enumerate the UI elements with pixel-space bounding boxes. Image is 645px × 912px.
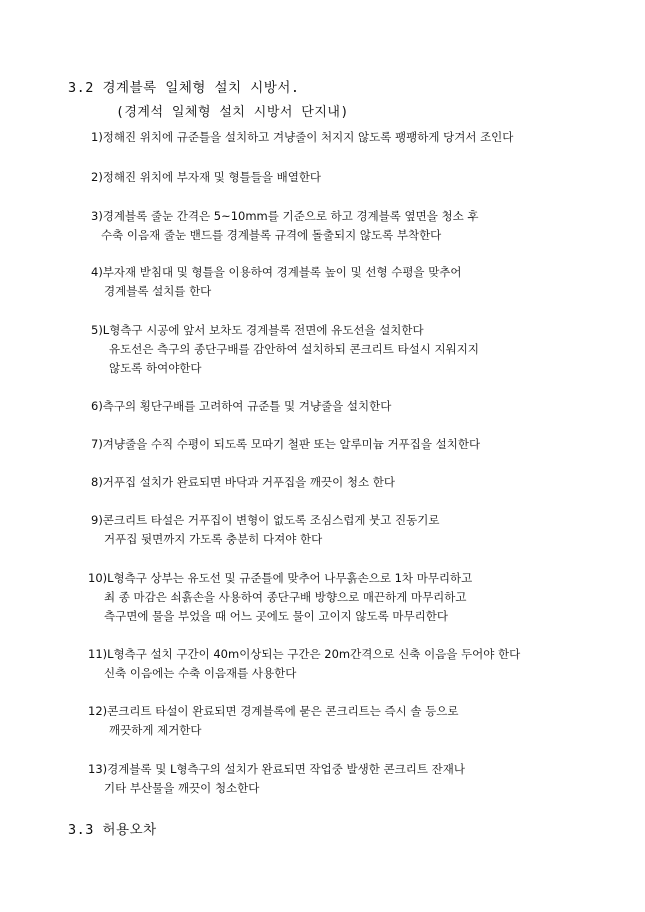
spec-line: 기타 부산물을 깨끗이 청소한다 bbox=[104, 781, 260, 795]
spec-line: 11)L형측구 설치 구간이 40m이상되는 구간은 20m간격으로 신축 이음을 두어야 한다 bbox=[88, 647, 521, 661]
spec-line: 6)측구의 횡단구배를 고려하여 규준틀 및 겨냥줄을 설치한다 bbox=[91, 399, 392, 413]
spec-line: 1)정해진 위치에 규준틀을 설치하고 겨냥줄이 처지지 않도록 팽팽하게 당겨서 조인다 bbox=[91, 130, 514, 144]
spec-line: 측구면에 물을 부었을 때 어느 곳에도 물이 고이지 않도록 마무리한다 bbox=[104, 609, 448, 623]
spec-line: 10)L형측구 상부는 유도선 및 규준틀에 맞추어 나무흙손으로 1차 마무리하고 bbox=[88, 571, 473, 585]
spec-line: 최 종 마감은 쇠흙손을 사용하여 종단구배 방향으로 매끈하게 마무리하고 bbox=[104, 590, 467, 604]
section-3-2-heading: 3.2 경계블록 일체형 설치 시방서. bbox=[68, 80, 300, 96]
spec-line: 않도록 하여야한다 bbox=[109, 361, 202, 375]
section-3-2-subheading: (경계석 일체형 설치 시방서 단지내) bbox=[116, 105, 349, 120]
spec-line: 수축 이음재 줄눈 밴드를 경계블록 규격에 돌출되지 않도록 부착한다 bbox=[101, 228, 442, 242]
spec-line: 5)L형측구 시공에 앞서 보차도 경계블록 전면에 유도선을 설치한다 bbox=[91, 323, 424, 337]
spec-line: 7)겨냥줄을 수직 수평이 되도록 모따기 철판 또는 알루미늄 거푸집을 설치한다 bbox=[91, 437, 481, 451]
spec-line: 깨끗하게 제거한다 bbox=[109, 723, 202, 737]
spec-line: 8)거푸집 설치가 완료되면 바닥과 거푸집을 깨끗이 청소 한다 bbox=[91, 475, 396, 489]
spec-line: 신축 이음에는 수축 이음재를 사용한다 bbox=[104, 666, 297, 680]
spec-line: 유도선은 측구의 종단구배를 감안하여 설치하되 콘크리트 타설시 지워지지 bbox=[109, 342, 479, 356]
spec-line: 3)경계블록 줄눈 간격은 5~10mm를 기준으로 하고 경계블록 옆면을 청소 후 bbox=[91, 209, 479, 223]
spec-line: 경계블록 설치를 한다 bbox=[104, 284, 212, 298]
spec-line: 2)정해진 위치에 부자재 및 형틀들을 배열한다 bbox=[91, 170, 322, 184]
spec-line: 거푸집 뒷면까지 가도록 충분히 다져야 한다 bbox=[104, 532, 323, 546]
section-3-3-heading: 3.3 허용오차 bbox=[68, 822, 157, 838]
spec-line: 9)콘크리트 타설은 거푸집이 변형이 없도록 조심스럽게 붓고 진동기로 bbox=[91, 513, 440, 527]
spec-line: 4)부자재 받침대 및 형틀을 이용하여 경계블록 높이 및 선형 수평을 맞추어 bbox=[91, 265, 462, 279]
spec-line: 13)경계블록 및 L형측구의 설치가 완료되면 작업중 발생한 콘크리트 잔재나 bbox=[88, 762, 465, 776]
spec-line: 12)콘크리트 타설이 완료되면 경계블록에 묻은 콘크리트는 즉시 솔 등으로 bbox=[88, 704, 459, 718]
